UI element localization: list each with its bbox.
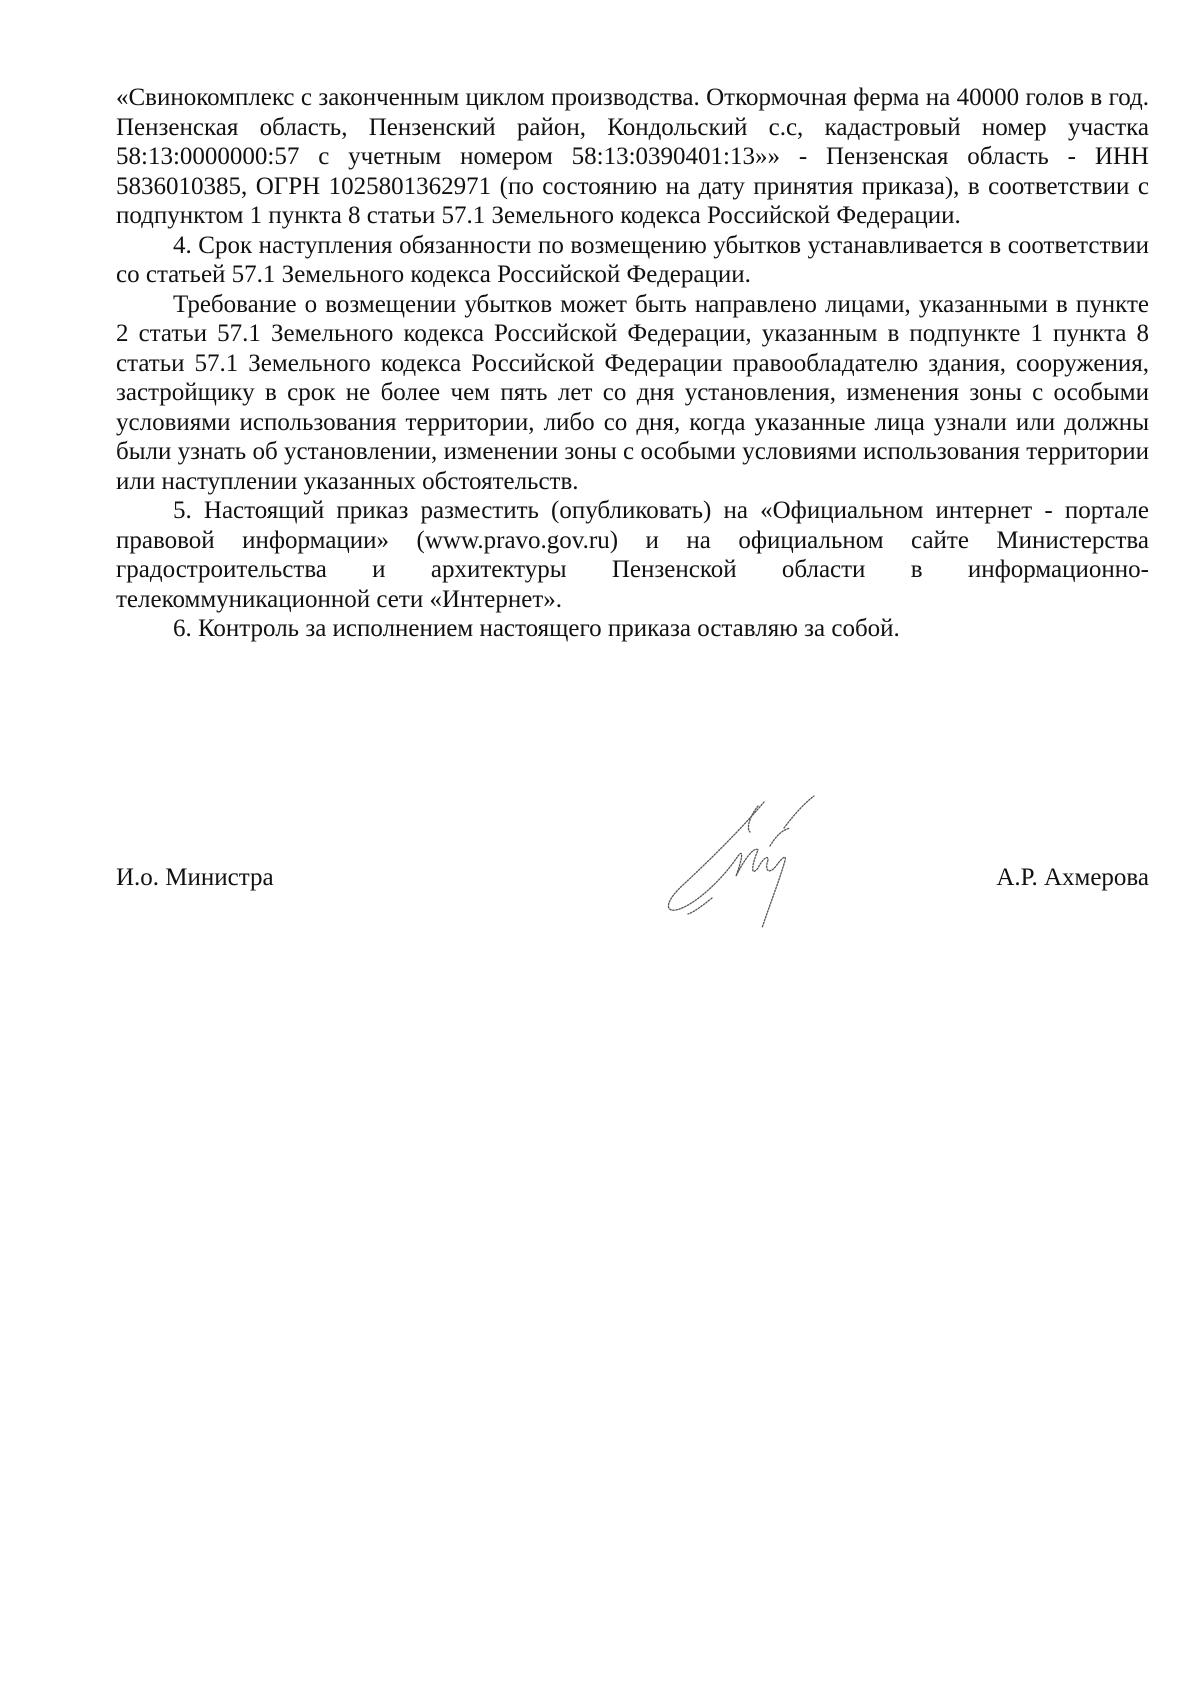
handwritten-signature — [646, 788, 876, 948]
signatory-position: И.о. Министра — [116, 864, 274, 891]
signature-block — [116, 788, 1149, 948]
signatory-name: А.Р. Ахмерова — [996, 864, 1149, 891]
paragraph-damages-claim: Требование о возмещении убытков может быть направлено лицами, указанными в пункте 2 статьи 57.1 Земельного кодекса Российской Федерации, указанным в подпункте 1 пункта 8 статьи 57.1 Земельного кодекса Российской Федерации правообладателю здания, сооружения, застройщику в срок не более чем пять лет со дня установления, изменения зоны с особыми условиями использования территории, либо со дня, когда указанные лица узнали или должны были узнать об установлении, изменении зоны с особыми условиями использования территории или наступлении указанных обстоятельств. — [116, 290, 1149, 495]
paragraph-item-6: 6. Контроль за исполнением настоящего приказа оставляю за собой. — [173, 615, 900, 642]
paragraph-continuation: «Свинокомплекс с законченным циклом производства. Откормочная ферма на 40000 голов в год. Пензенская область, Пензенский район, Кондольский с.с, кадастровый номер участка 58:13:0000000:57 с учетным номером 58:13:0390401:13»» - Пензенская область - ИНН 5836010385, ОГРН 1025801362971 (по состоянию на дату принятия приказа), в соответствии с подпунктом 1 пункта 8 статьи 57.1 Земельного кодекса Российской Федерации. — [116, 84, 1149, 229]
document-body — [116, 83, 1149, 644]
paragraph-item-4: 4. Срок наступления обязанности по возмещению убытков устанавливается в соответствии со статьей 57.1 Земельного кодекса Российской Федерации. — [116, 231, 1149, 288]
paragraph-item-5: 5. Настоящий приказ разместить (опубликовать) на «Официальном интернет - портале правовой информации» (www.pravo.gov.ru) и на официальном сайте Министерства градостроительства и архитектуры Пензенской области в информационно-телекоммуникационной сети «Интернет». — [116, 497, 1149, 613]
